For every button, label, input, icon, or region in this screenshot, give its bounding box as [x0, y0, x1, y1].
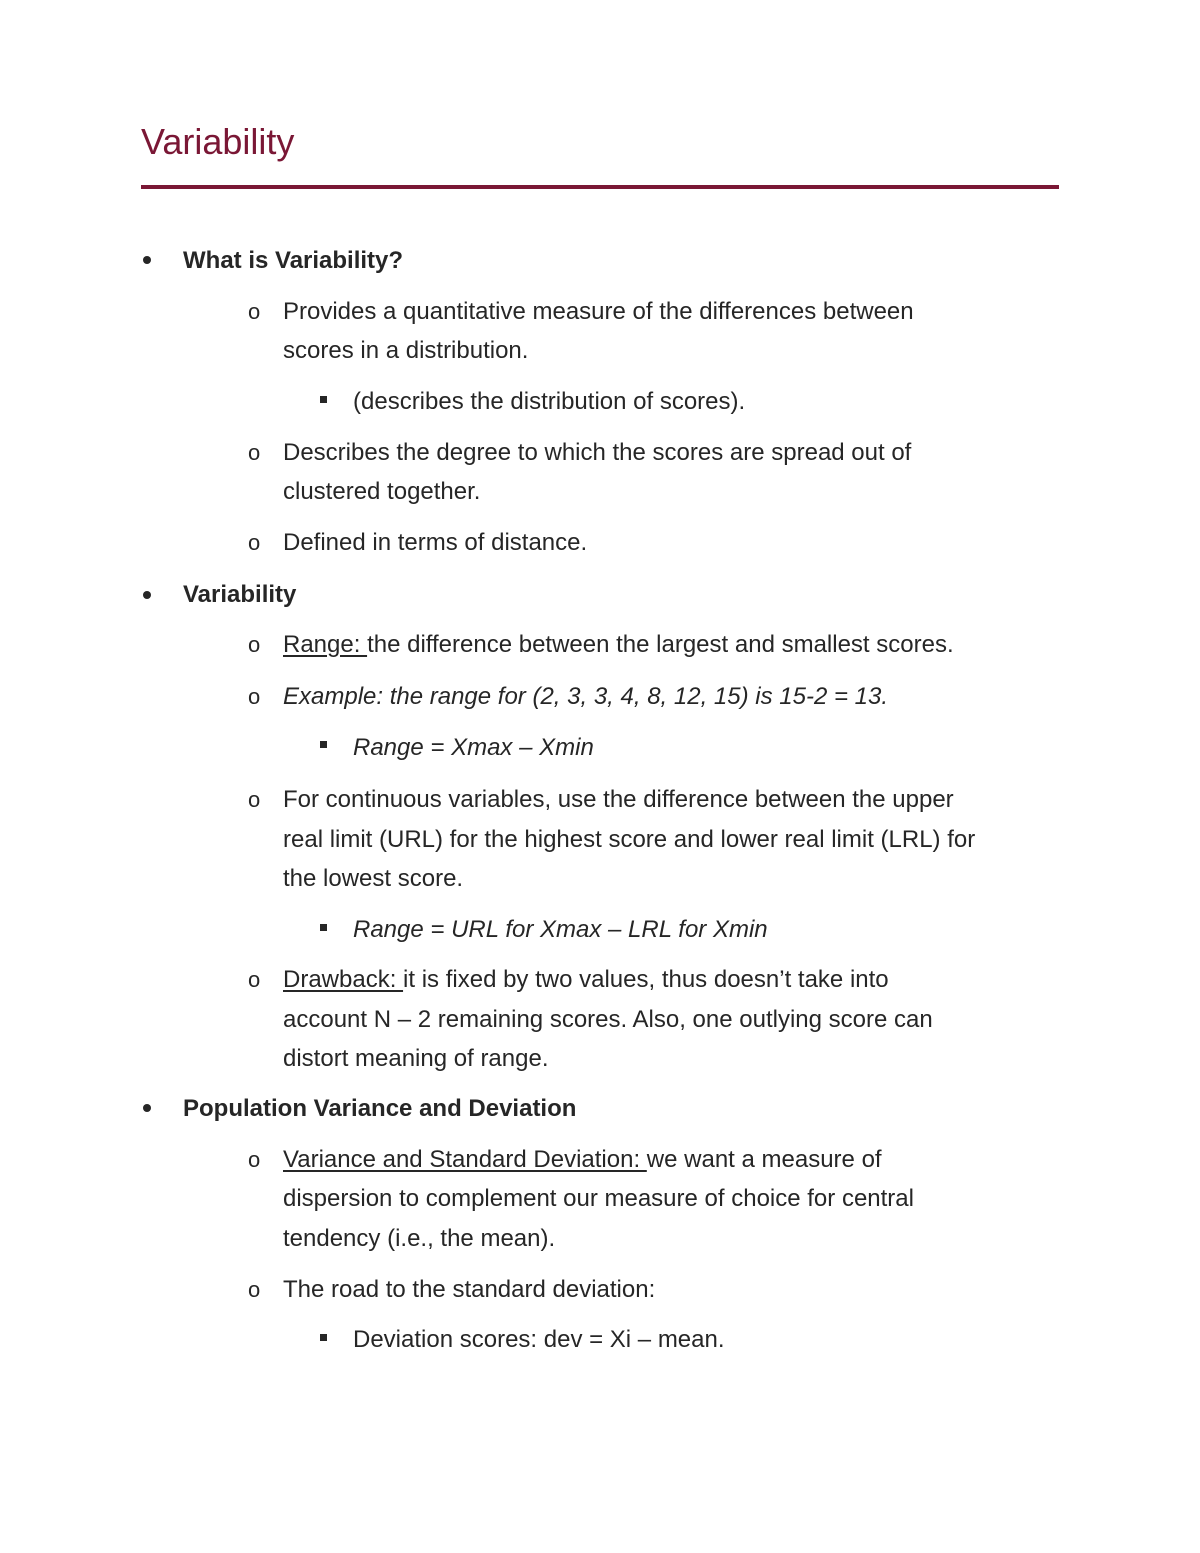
circle-bullet-icon: o [248, 787, 261, 812]
list-item-text [283, 629, 954, 661]
formula-text: Range = Xmax – Xmin [353, 734, 594, 761]
list-item-text: account N – 2 remaining scores. Also, one outlying score can [283, 1006, 933, 1033]
term-variance-sd: Variance and Standard Deviation: [283, 1146, 647, 1173]
page-title: Variability [141, 121, 295, 162]
circle-bullet-icon: o [248, 440, 261, 465]
circle-bullet-icon: o [248, 530, 261, 555]
list-item-text: tendency (i.e., the mean). [283, 1225, 556, 1252]
formula-text: Range = URL for Xmax – LRL for Xmin [353, 916, 768, 943]
list-item-text: real limit (URL) for the highest score and lower real limit (LRL) for [283, 826, 976, 853]
list-item-text: clustered together. [283, 478, 481, 505]
list-item-text: scores in a distribution. [283, 337, 529, 364]
list-item-text: Example: the range for (2, 3, 3, 4, 8, 12, 15) is 15-2 = 13. [283, 683, 889, 710]
list-item-text: Describes the degree to which the scores are spread out of [283, 439, 912, 466]
title-divider [141, 185, 1059, 189]
list-item-text: Defined in terms of distance. [283, 529, 588, 556]
term-drawback: Drawback: [283, 966, 404, 993]
circle-bullet-icon: o [248, 967, 261, 992]
list-item-text: dispersion to complement our measure of choice for central [283, 1185, 914, 1212]
square-bullet-icon [320, 924, 327, 931]
list-item-text: the lowest score. [283, 865, 464, 892]
circle-bullet-icon: o [248, 1277, 261, 1302]
term-definition: it is fixed by two values, thus doesn’t take into [403, 966, 889, 993]
section-heading-population-variance: Population Variance and Deviation [183, 1095, 577, 1122]
term-definition: the difference between the largest and smallest scores. [367, 631, 954, 658]
sub-list-item-text: (describes the distribution of scores). [353, 388, 746, 415]
list-item-text [283, 964, 889, 996]
list-item-text: Provides a quantitative measure of the differences between [283, 298, 914, 325]
list-item-text: The road to the standard deviation: [283, 1276, 656, 1303]
square-bullet-icon [320, 396, 327, 403]
bullet-icon [143, 1104, 151, 1112]
bullet-icon [143, 256, 151, 264]
circle-bullet-icon: o [248, 684, 261, 709]
term-range: Range: [283, 631, 368, 658]
sub-list-item-text: Deviation scores: dev = Xi – mean. [353, 1326, 725, 1353]
list-item-text [283, 1144, 882, 1176]
square-bullet-icon [320, 1334, 327, 1341]
term-definition: we want a measure of [646, 1146, 882, 1173]
bullet-icon [143, 591, 151, 599]
list-item-text: For continuous variables, use the difference between the upper [283, 786, 954, 813]
circle-bullet-icon: o [248, 632, 261, 657]
list-item-text: distort meaning of range. [283, 1045, 549, 1072]
circle-bullet-icon: o [248, 299, 261, 324]
section-heading-what-is-variability: What is Variability? [183, 247, 404, 274]
circle-bullet-icon: o [248, 1147, 261, 1172]
section-heading-variability: Variability [183, 581, 297, 608]
square-bullet-icon [320, 741, 327, 748]
